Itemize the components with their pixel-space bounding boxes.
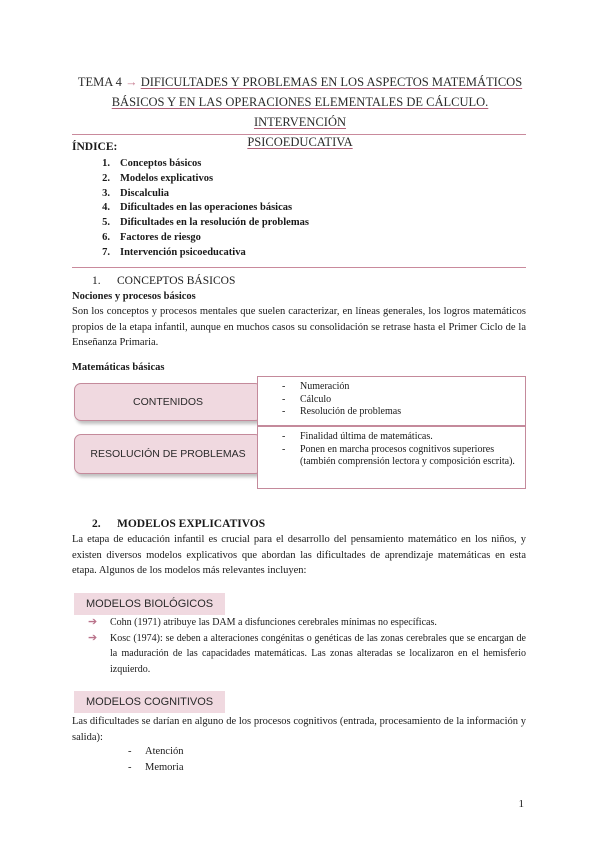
section-1-paragraph: Son los conceptos y procesos mentales que suelen caracterizar, en líneas generales, los logros matemáticos propios de la etapa infantil, aunque en muchos casos su consolidación se retrase hasta el Primer Ciclo de la Enseñanza Primaria. <box>72 306 526 349</box>
page-number: 1 <box>518 798 524 810</box>
arrow-icon: ➔ <box>88 631 98 644</box>
index-item[interactable]: 6. Factores de riesgo <box>102 231 201 243</box>
index-item[interactable]: 4. Dificultades en las operaciones básicas <box>102 202 293 214</box>
biological-models-label: MODELOS BIOLÓGICOS <box>74 593 225 615</box>
biological-models-list <box>88 615 526 677</box>
math-basics-heading: Matemáticas básicas <box>72 362 165 373</box>
list-item: - Resolución de problemas <box>282 406 517 419</box>
arrow-icon: ➔ <box>88 616 98 628</box>
index-item[interactable]: 2. Modelos explicativos <box>102 172 214 184</box>
contents-items-box <box>257 376 526 426</box>
arrow-icon: → <box>125 75 138 89</box>
divider <box>72 134 526 135</box>
index-item[interactable]: 5. Dificultades en la resolución de problemas <box>102 217 309 229</box>
section-2-heading: 2. MODELOS EXPLICATIVOS <box>92 518 266 530</box>
cognitive-list <box>128 744 184 775</box>
list-item: - Cálculo <box>282 394 517 407</box>
divider <box>72 267 526 268</box>
section-1-heading: 1. CONCEPTOS BÁSICOS <box>92 275 236 287</box>
index-item[interactable]: 7. Intervención psicoeducativa <box>102 246 246 258</box>
list-item: - Atención <box>128 746 184 757</box>
list-item: - Numeración <box>282 381 517 394</box>
title-line-1: DIFICULTADES Y PROBLEMAS EN LOS ASPECTOS MATEMÁTICOS <box>140 75 523 89</box>
title-line-3: PSICOEDUCATIVA <box>247 135 353 149</box>
list-item: - Memoria <box>128 761 184 773</box>
problem-solving-label-box: RESOLUCIÓN DE PROBLEMAS <box>74 434 262 474</box>
index-list <box>72 157 309 261</box>
section-1-subheading: Nociones y procesos básicos <box>72 291 196 302</box>
cognitive-models-label: MODELOS COGNITIVOS <box>74 691 225 713</box>
list-item: - Ponen en marcha procesos cognitivos superiores (también comprensión lectora y composición escrita). <box>282 444 517 469</box>
index-heading: ÍNDICE: <box>72 141 118 153</box>
contents-label-box: CONTENIDOS <box>74 383 262 421</box>
page-title <box>70 72 530 152</box>
title-line-2: BÁSICOS Y EN LAS OPERACIONES ELEMENTALES DE CÁLCULO. INTERVENCIÓN <box>111 95 489 129</box>
index-item[interactable]: 1. Conceptos básicos <box>102 158 202 169</box>
problem-solving-items-box <box>257 426 526 489</box>
list-item: - Finalidad última de matemáticas. <box>282 431 517 444</box>
section-2-paragraph: La etapa de educación infantil es crucial para el desarrollo del pensamiento matemático en los niños, y existen diversos modelos explicativos que abordan las dificultades de aprendizaje matemáticas en esta etapa. Algunos de los modelos más relevantes incluyen: <box>72 534 526 577</box>
list-item: ➔ Kosc (1974): se deben a alteraciones congénitas o genéticas de las zonas cerebrales que se encargan de la maduración de las capacidades matemáticas. Las zonas alteradas se localizaron en el hemisferio izquierdo. <box>88 631 526 675</box>
index-item[interactable]: 3. Discalculia <box>102 187 169 199</box>
cognitive-paragraph: Las dificultades se darían en alguno de los procesos cognitivos (entrada, procesamiento de la información y salida): <box>72 716 526 743</box>
list-item: ➔ Cohn (1971) atribuye las DAM a disfunciones cerebrales mínimas no específicas. <box>88 615 526 631</box>
title-prefix: TEMA 4 <box>77 75 122 89</box>
